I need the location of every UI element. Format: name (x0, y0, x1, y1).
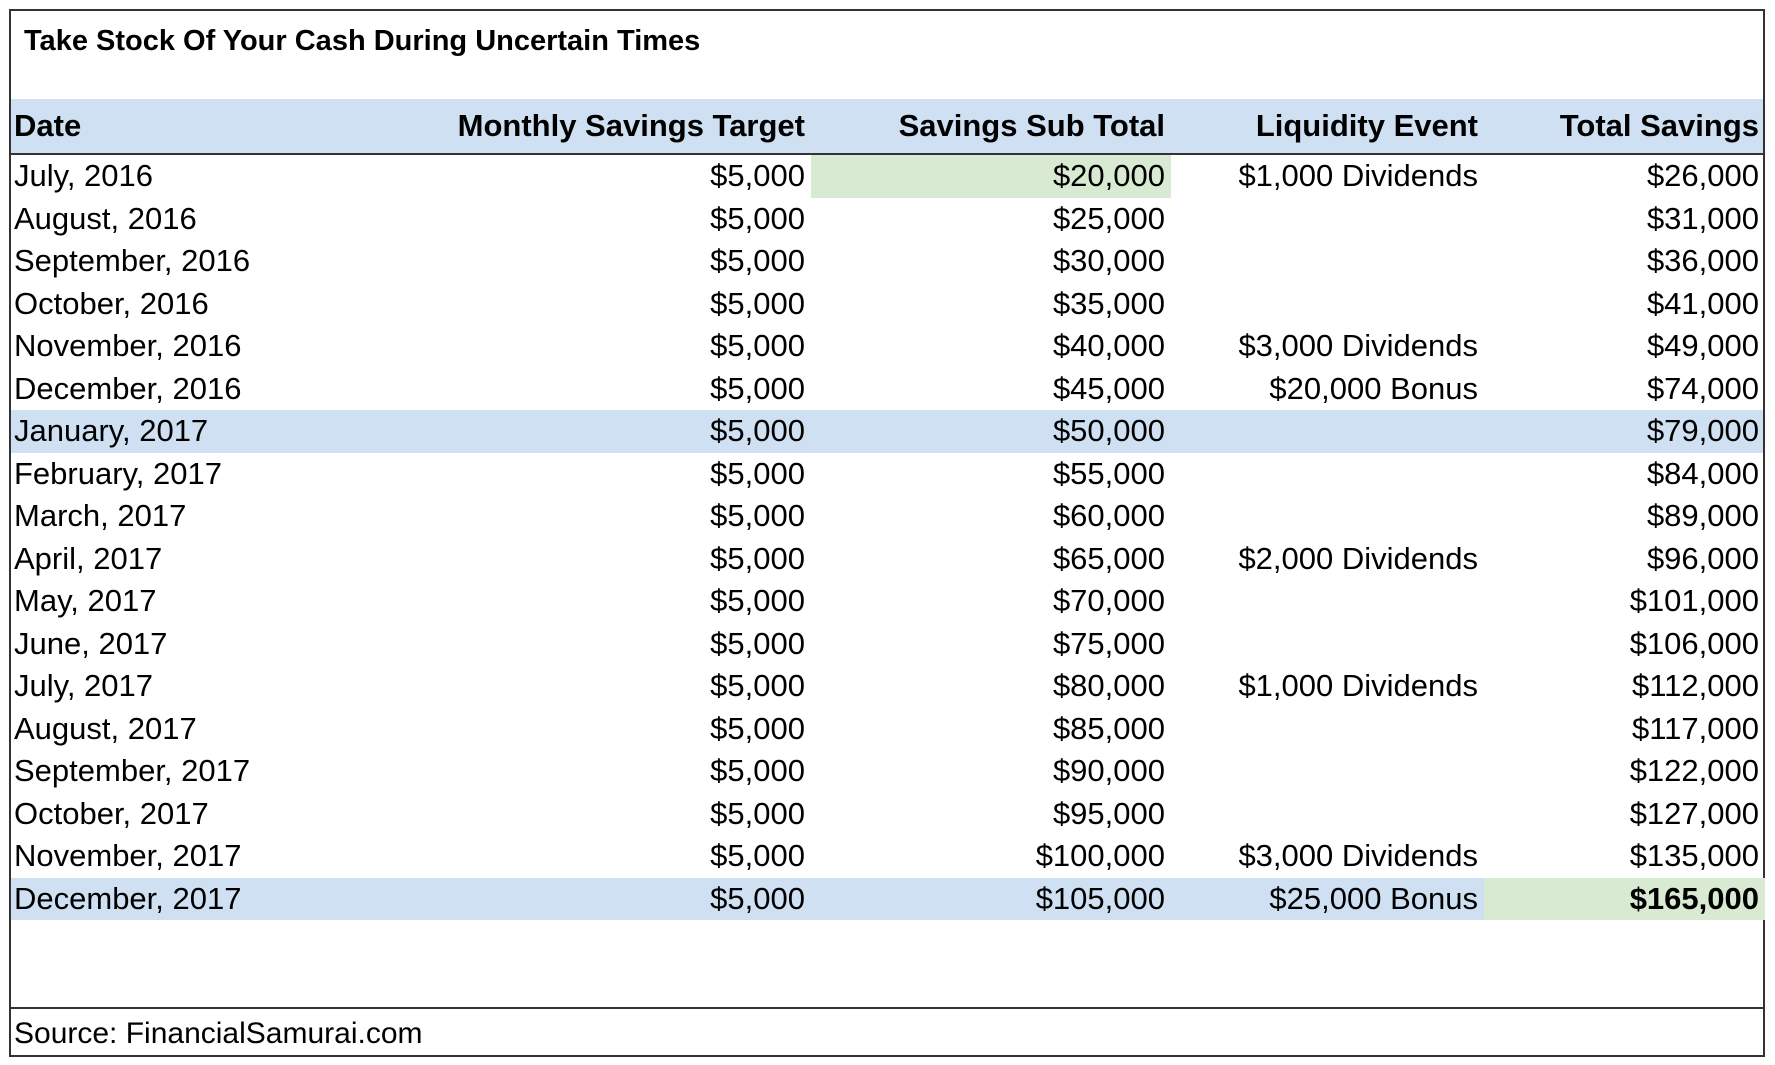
cell-date[interactable]: March, 2017 (14, 498, 187, 534)
cell-total-savings[interactable]: $74,000 (1646, 370, 1759, 406)
table-row (11, 793, 1763, 836)
cell-total-savings[interactable]: $101,000 (1629, 583, 1759, 619)
header-row (11, 99, 1763, 155)
cell-liquidity-event[interactable]: $3,000 Dividends (1238, 328, 1478, 364)
cell-date[interactable]: August, 2016 (14, 200, 197, 236)
cell-total-savings[interactable]: $79,000 (1646, 413, 1759, 449)
cell-date[interactable]: October, 2017 (14, 795, 209, 831)
cell-liquidity-event[interactable] (1171, 198, 1484, 241)
cell-sub-total[interactable]: $75,000 (1052, 625, 1165, 661)
cell-monthly-target[interactable]: $5,000 (710, 243, 805, 279)
cell-date[interactable]: January, 2017 (14, 413, 209, 449)
cell-liquidity-event[interactable] (1171, 750, 1484, 793)
table-row (11, 623, 1763, 666)
cell-liquidity-event[interactable] (1171, 623, 1484, 666)
cell-sub-total[interactable]: $40,000 (1052, 328, 1165, 364)
cell-total-savings[interactable]: $49,000 (1646, 328, 1759, 364)
table-row (11, 665, 1763, 708)
cell-sub-total[interactable]: $90,000 (1052, 753, 1165, 789)
spreadsheet-table (9, 9, 1765, 1057)
cell-date[interactable]: October, 2016 (14, 285, 209, 321)
cell-sub-total[interactable]: $50,000 (1052, 413, 1165, 449)
table-row (11, 410, 1763, 453)
cell-liquidity-event[interactable] (1171, 410, 1484, 453)
cell-sub-total[interactable]: $35,000 (1052, 285, 1165, 321)
cell-sub-total[interactable]: $65,000 (1052, 540, 1165, 576)
cell-liquidity-event[interactable]: $3,000 Dividends (1238, 838, 1478, 874)
cell-monthly-target[interactable]: $5,000 (710, 413, 805, 449)
table-row (11, 325, 1763, 368)
cell-date[interactable]: July, 2016 (14, 158, 154, 194)
table-row (11, 240, 1763, 283)
cell-total-savings[interactable]: $36,000 (1646, 243, 1759, 279)
table-row (11, 198, 1763, 241)
table-row (11, 538, 1763, 581)
cell-monthly-target[interactable]: $5,000 (710, 838, 805, 874)
cell-sub-total[interactable]: $70,000 (1052, 583, 1165, 619)
header-liquidity-event: Liquidity Event (1255, 108, 1478, 143)
cell-sub-total[interactable]: $20,000 (811, 155, 1171, 198)
cell-liquidity-event[interactable] (1171, 793, 1484, 836)
cell-liquidity-event[interactable]: $25,000 Bonus (1269, 880, 1478, 916)
cell-liquidity-event[interactable] (1171, 453, 1484, 496)
cell-total-savings[interactable]: $165,000 (1484, 878, 1765, 921)
cell-total-savings[interactable]: $135,000 (1629, 838, 1759, 874)
table-row (11, 750, 1763, 793)
cell-total-savings[interactable]: $106,000 (1629, 625, 1759, 661)
cell-liquidity-event[interactable]: $2,000 Dividends (1238, 540, 1478, 576)
cell-liquidity-event[interactable] (1171, 708, 1484, 751)
cell-total-savings[interactable]: $122,000 (1629, 753, 1759, 789)
cell-date[interactable]: December, 2017 (14, 880, 242, 916)
cell-liquidity-event[interactable] (1171, 240, 1484, 283)
header-date: Date (14, 108, 82, 143)
cell-total-savings[interactable]: $41,000 (1646, 285, 1759, 321)
cell-date[interactable]: April, 2017 (14, 540, 163, 576)
cell-monthly-target[interactable]: $5,000 (710, 710, 805, 746)
cell-date[interactable]: September, 2016 (14, 243, 251, 279)
cell-date[interactable]: May, 2017 (14, 583, 157, 619)
cell-monthly-target[interactable]: $5,000 (710, 753, 805, 789)
cell-liquidity-event[interactable] (1171, 580, 1484, 623)
source-footer (11, 1007, 1763, 1057)
table-row (11, 368, 1763, 411)
cell-total-savings[interactable]: $89,000 (1646, 498, 1759, 534)
cell-monthly-target[interactable]: $5,000 (710, 328, 805, 364)
cell-sub-total[interactable]: $55,000 (1052, 455, 1165, 491)
cell-total-savings[interactable]: $84,000 (1646, 455, 1759, 491)
cell-date[interactable]: June, 2017 (14, 625, 168, 661)
cell-sub-total[interactable]: $25,000 (1052, 200, 1165, 236)
cell-monthly-target[interactable]: $5,000 (710, 370, 805, 406)
cell-liquidity-event[interactable]: $1,000 Dividends (1238, 158, 1478, 194)
cell-monthly-target[interactable]: $5,000 (710, 455, 805, 491)
cell-date[interactable]: November, 2016 (14, 328, 242, 364)
cell-monthly-target[interactable]: $5,000 (710, 158, 805, 194)
table-row (11, 708, 1763, 751)
cell-sub-total[interactable]: $60,000 (1052, 498, 1165, 534)
table-title: Take Stock Of Your Cash During Uncertain Times (24, 25, 701, 57)
cell-date[interactable]: December, 2016 (14, 370, 242, 406)
cell-sub-total[interactable]: $95,000 (1052, 795, 1165, 831)
cell-sub-total[interactable]: $45,000 (1052, 370, 1165, 406)
table-row (11, 580, 1763, 623)
table-row (11, 155, 1763, 198)
cell-monthly-target[interactable]: $5,000 (710, 668, 805, 704)
cell-monthly-target[interactable]: $5,000 (710, 540, 805, 576)
cell-sub-total[interactable]: $85,000 (1052, 710, 1165, 746)
cell-sub-total[interactable]: $30,000 (1052, 243, 1165, 279)
cell-liquidity-event[interactable]: $20,000 Bonus (1269, 370, 1478, 406)
cell-date[interactable]: November, 2017 (14, 838, 242, 874)
cell-total-savings[interactable]: $26,000 (1646, 158, 1759, 194)
cell-total-savings[interactable]: $96,000 (1646, 540, 1759, 576)
cell-total-savings[interactable]: $127,000 (1629, 795, 1759, 831)
cell-date[interactable]: September, 2017 (14, 753, 251, 789)
cell-total-savings[interactable]: $112,000 (1632, 668, 1759, 704)
table-row (11, 283, 1763, 326)
cell-liquidity-event[interactable] (1171, 495, 1484, 538)
cell-monthly-target[interactable]: $5,000 (710, 200, 805, 236)
table-row (11, 878, 1763, 921)
header-savings-sub-total: Savings Sub Total (898, 108, 1165, 143)
cell-total-savings[interactable]: $117,000 (1632, 710, 1759, 746)
cell-liquidity-event[interactable]: $1,000 Dividends (1238, 668, 1478, 704)
cell-date[interactable]: February, 2017 (14, 455, 222, 491)
source-text: Source: FinancialSamurai.com (14, 1017, 423, 1050)
header-monthly-savings-target: Monthly Savings Target (457, 108, 805, 143)
header-total-savings: Total Savings (1559, 108, 1759, 143)
cell-monthly-target[interactable]: $5,000 (710, 795, 805, 831)
cell-sub-total[interactable]: $100,000 (1035, 838, 1165, 874)
cell-monthly-target[interactable]: $5,000 (710, 583, 805, 619)
cell-total-savings[interactable]: $31,000 (1646, 200, 1759, 236)
cell-monthly-target[interactable]: $5,000 (710, 880, 805, 916)
cell-sub-total[interactable]: $105,000 (1035, 880, 1165, 916)
cell-date[interactable]: July, 2017 (14, 668, 154, 704)
table-row (11, 835, 1763, 878)
cell-monthly-target[interactable]: $5,000 (710, 285, 805, 321)
table-row (11, 495, 1763, 538)
cell-monthly-target[interactable]: $5,000 (710, 498, 805, 534)
cell-sub-total[interactable]: $80,000 (1052, 668, 1165, 704)
cell-monthly-target[interactable]: $5,000 (710, 625, 805, 661)
table-row (11, 453, 1763, 496)
cell-liquidity-event[interactable] (1171, 283, 1484, 326)
cell-date[interactable]: August, 2017 (14, 710, 197, 746)
